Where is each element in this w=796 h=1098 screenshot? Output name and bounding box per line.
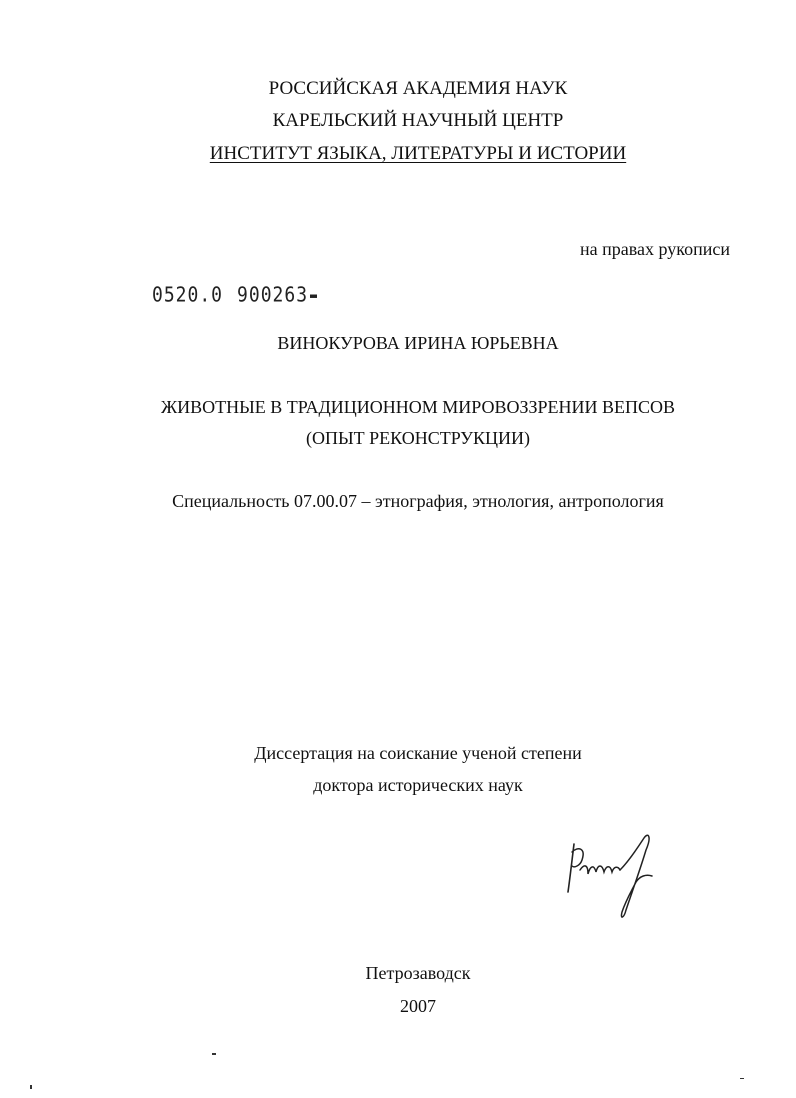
- dissertation-line-1: Диссертация на соискание ученой степени: [254, 743, 582, 763]
- dissertation-line-2: доктора исторических наук: [313, 775, 523, 795]
- archive-stamp: [152, 283, 317, 307]
- publication-year: 2007: [400, 996, 436, 1016]
- stamp-dash-mark: [310, 294, 317, 297]
- organization-line-1: РОССИЙСКАЯ АКАДЕМИЯ НАУК: [268, 78, 568, 99]
- stamp-number-part1: 0520.0: [152, 283, 224, 308]
- organization-line-3: [20, 143, 796, 165]
- specialty-line: Специальность 07.00.07 – этнография, этнология, антропология: [172, 491, 664, 511]
- author-name: ВИНОКУРОВА ИРИНА ЮРЬЕВНА: [277, 333, 559, 353]
- title-line-2: (ОПЫТ РЕКОНСТРУКЦИИ): [305, 428, 531, 448]
- scan-speck: [212, 1053, 216, 1055]
- organization-line-2: КАРЕЛЬСКИЙ НАУЧНЫЙ ЦЕНТР: [272, 110, 564, 131]
- handwritten-signature: [560, 830, 670, 925]
- rights-note: на правах рукописи: [580, 239, 730, 259]
- scan-speck: [30, 1085, 32, 1089]
- scan-speck: [740, 1078, 744, 1079]
- stamp-number-part2: 900263: [237, 283, 309, 308]
- title-line-1: ЖИВОТНЫЕ В ТРАДИЦИОННОМ МИРОВОЗЗРЕНИИ ВЕПСОВ: [160, 397, 676, 417]
- institute-name: ИНСТИТУТ ЯЗЫКА, ЛИТЕРАТУРЫ И ИСТОРИИ: [209, 143, 627, 164]
- city-name: Петрозаводск: [365, 963, 471, 983]
